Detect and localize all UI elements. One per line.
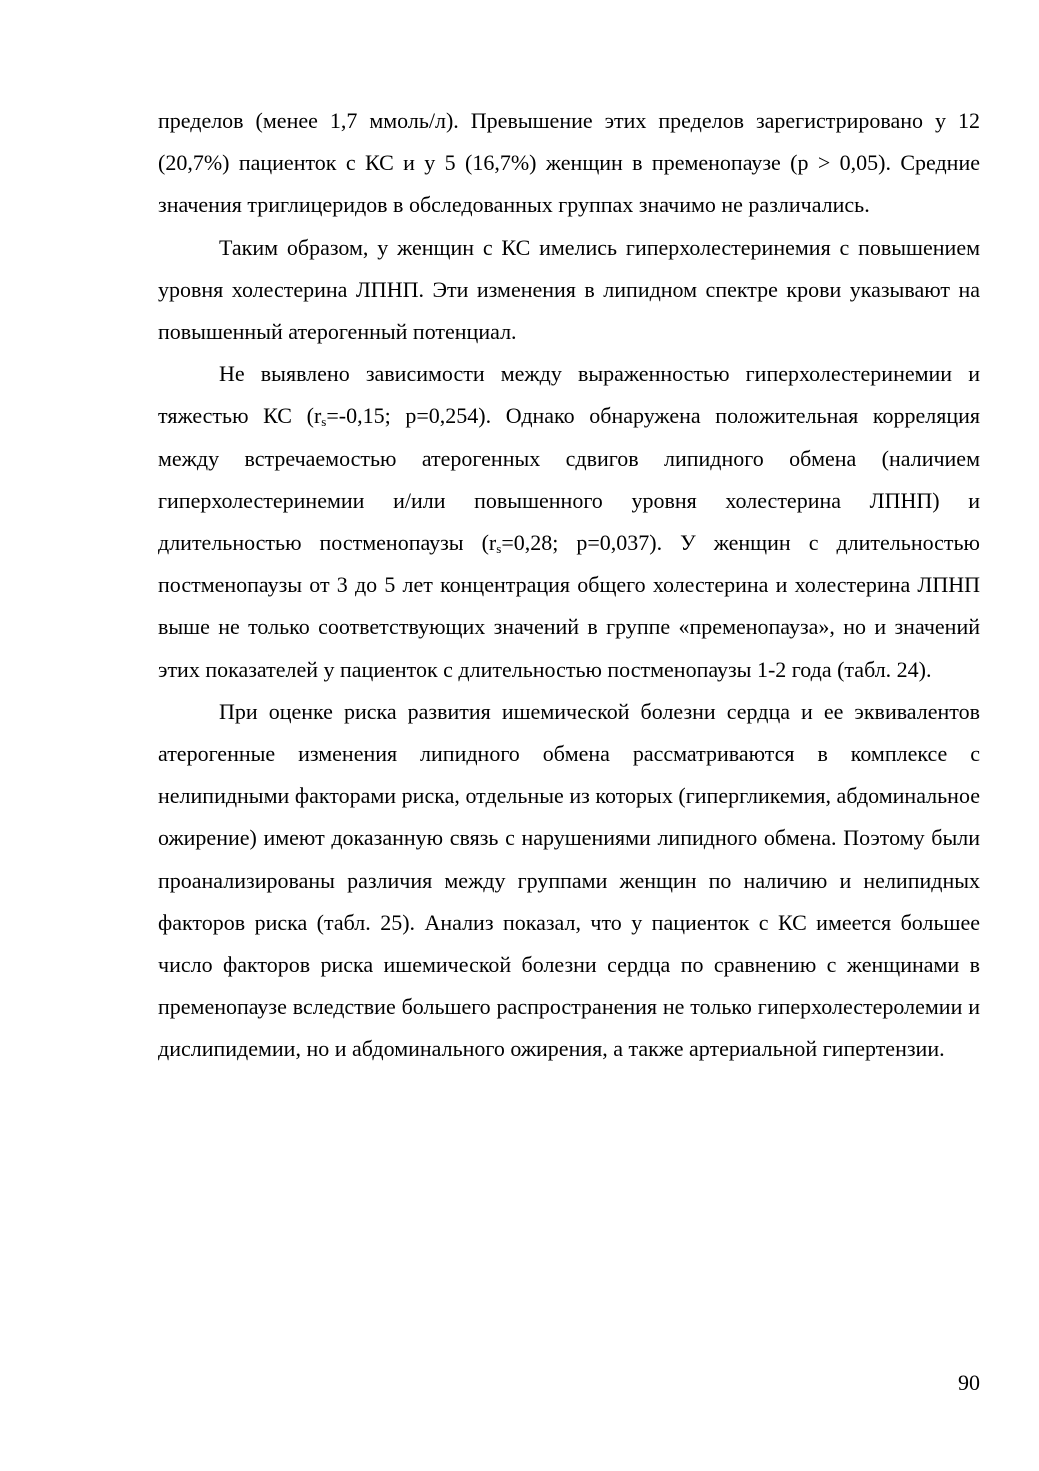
text-run: пределов (менее 1,7 ммоль/л). Превышение этих пределов зарегистрировано у 12 (20,7%) пациенток с КС и у 5 (16,7%) женщин в пременопаузе (p > 0,05). Средние значения триглицеридов в обследованных группах значимо не различались. <box>158 108 980 218</box>
text-run: При оценке риска развития ишемической болезни сердца и ее эквивалентов атерогенные изменения липидного обмена рассматриваются в комплексе с нелипидными факторами риска, отдельные из которых (гипергликемия, абдоминальное ожирение) имеют доказанную связь с нарушениями липидного обмена. Поэтому были проанализированы различия между группами женщин по наличию и нелипидных факторов риска (табл. 25). Анализ показал, что у пациенток с КС имеется большее число факторов риска ишемической болезни сердца по сравнению с женщинами в пременопаузе вследствие большего распространения не только гиперхолестеролемии и дислипидемии, но и абдоминального ожирения, а также артериальной гипертензии. <box>158 698 980 1062</box>
text-run: Не выявлено зависимости между выраженностью гиперхолестеринемии и тяжестью КС (r <box>158 361 980 429</box>
paragraph-1 <box>158 100 980 227</box>
text-run: =0,28; p=0,037). У женщин с длительностью постменопаузы от 3 до 5 лет концентрация общего холестерина и холестерина ЛПНП выше не только соответствующих значений в группе «пременопауза», но и значений этих показателей у пациенток с длительностью постменопаузы 1-2 года (табл. 24). <box>158 530 980 682</box>
paragraph-3 <box>158 353 980 691</box>
text-run: Таким образом, у женщин с КС имелись гиперхолестеринемия с повышением уровня холестерина ЛПНП. Эти изменения в липидном спектре крови указывают на повышенный атерогенный потенциал. <box>158 234 980 345</box>
paragraph-4 <box>158 691 980 1071</box>
text-run: =-0,15; p=0,254). Однако обнаружена положительная корреляция между встречаемостью атерогенных сдвигов липидного обмена (наличием гиперхолестеринемии и/или повышенного уровня холестерина ЛПНП) и длительностью постменопаузы (r <box>158 403 980 556</box>
page-number: 90 <box>958 1370 980 1395</box>
subscript: s <box>321 414 327 430</box>
body-text <box>158 100 980 1071</box>
paragraph-2 <box>158 227 980 354</box>
subscript: s <box>496 541 502 557</box>
